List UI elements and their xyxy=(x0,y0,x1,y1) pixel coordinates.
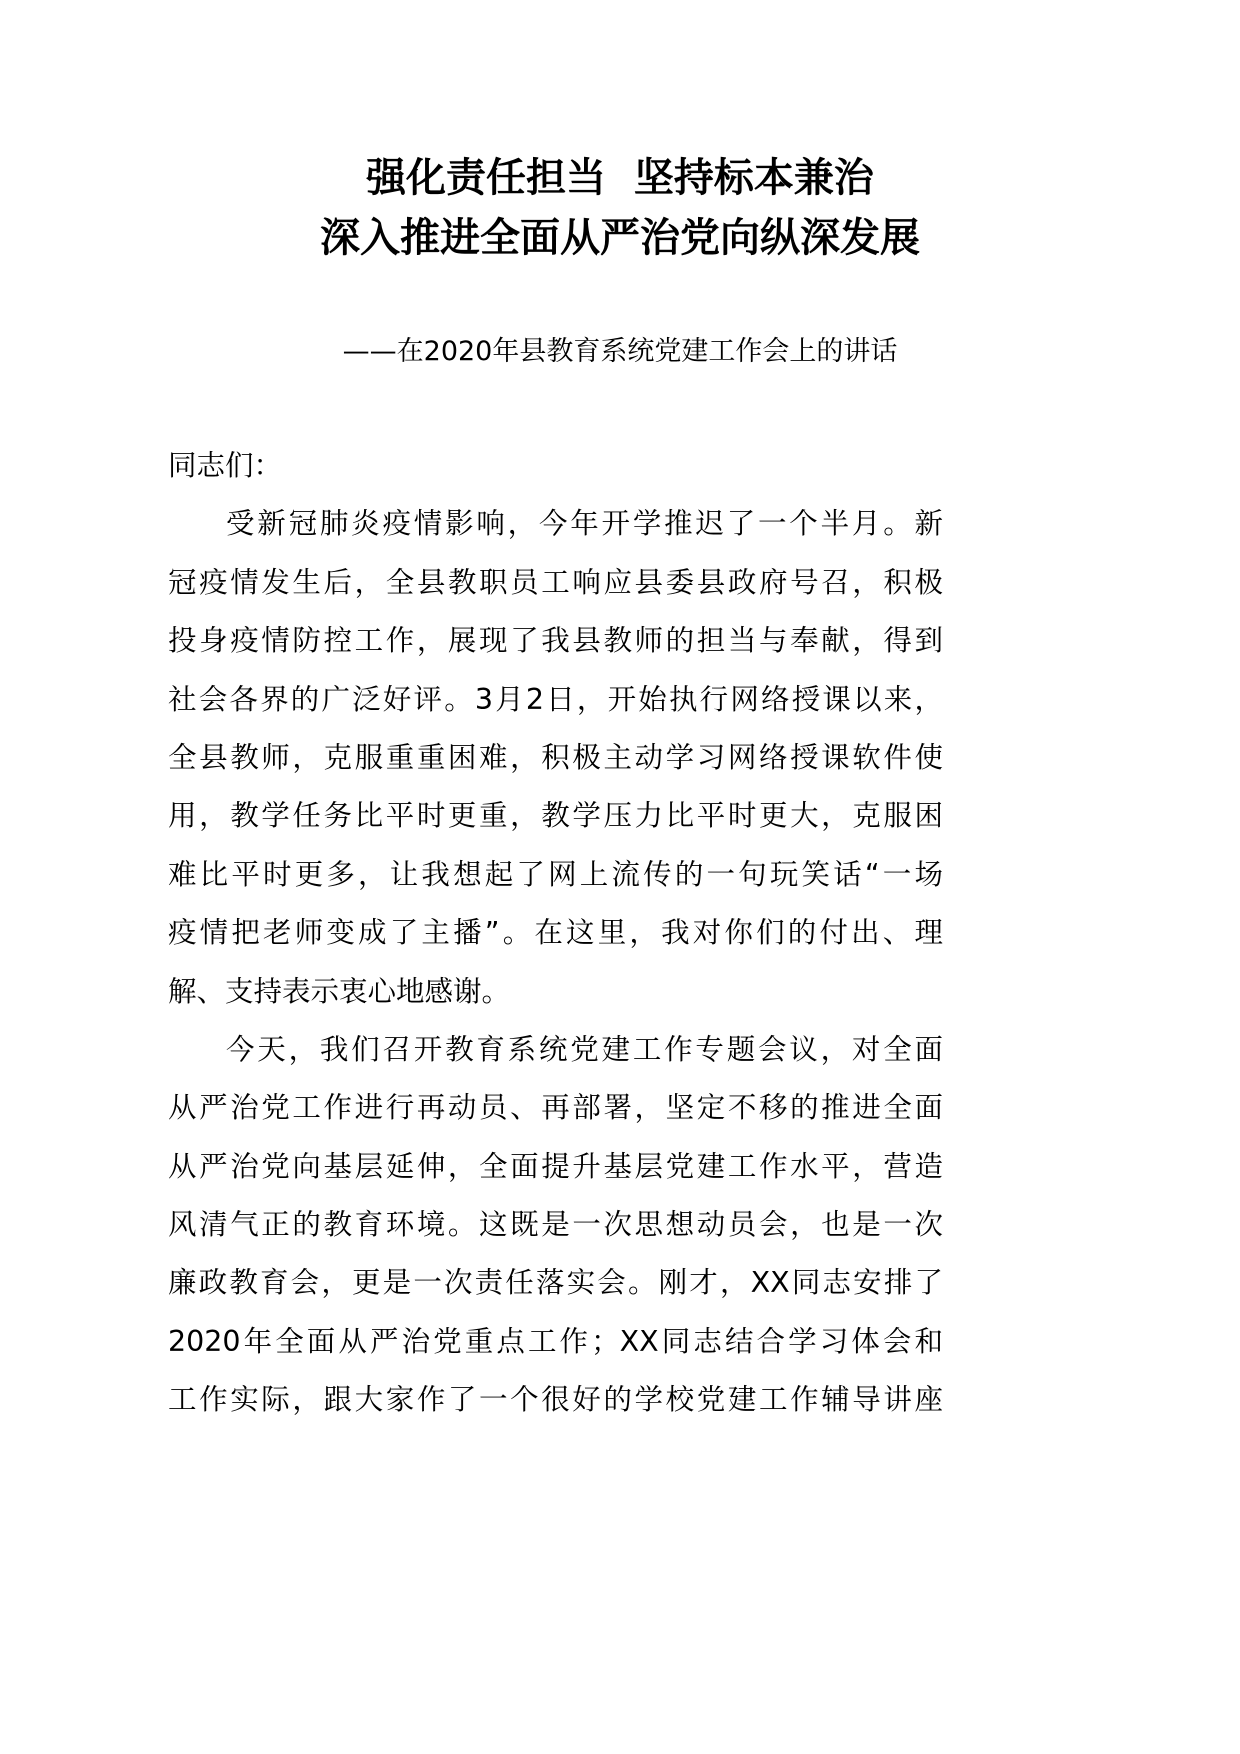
text-line: 冠疫情发生后，全县教职员工响应县委县政府号召，积极 xyxy=(168,565,943,599)
text-line: 社会各界的广泛好评。3月2日，开始执行网络授课以来， xyxy=(168,682,943,716)
text-line: 从严治党向基层延伸，全面提升基层党建工作水平，营造 xyxy=(168,1149,943,1183)
salutation: 同志们： xyxy=(168,449,283,482)
text-line: 全县教师，克服重重困难，积极主动学习网络授课软件使 xyxy=(168,740,943,774)
title-line-1: 强化责任担当 坚持标本兼治 xyxy=(366,155,874,201)
text-line: 风清气正的教育环境。这既是一次思想动员会，也是一次 xyxy=(168,1208,943,1242)
text-line: 疫情把老师变成了主播”。在这里，我对你们的付出、理 xyxy=(168,916,943,950)
title-line-2: 深入推进全面从严治党向纵深发展 xyxy=(320,215,920,261)
text-line: 受新冠肺炎疫情影响，今年开学推迟了一个半月。新 xyxy=(226,507,943,541)
subtitle: ——在2020年县教育系统党建工作会上的讲话 xyxy=(342,336,898,367)
paragraph-1 xyxy=(168,504,943,1030)
text-line: 廉政教育会，更是一次责任落实会。刚才，XX同志安排了 xyxy=(168,1266,943,1300)
text-line: 2020年全面从严治党重点工作；XX同志结合学习体会和 xyxy=(168,1324,943,1358)
text-line: 投身疫情防控工作，展现了我县教师的担当与奉献，得到 xyxy=(168,624,943,658)
document-body xyxy=(168,446,943,1439)
text-line: 从严治党工作进行再动员、再部署，坚定不移的推进全面 xyxy=(168,1091,943,1125)
text-line: 今天，我们召开教育系统党建工作专题会议，对全面 xyxy=(226,1032,943,1066)
paragraph-2 xyxy=(168,1030,943,1439)
text-line: 用，教学任务比平时更重，教学压力比平时更大，克服困 xyxy=(168,799,943,833)
text-line: 难比平时更多，让我想起了网上流传的一句玩笑话“一场 xyxy=(168,857,943,891)
text-line: 解、支持表示衷心地感谢。 xyxy=(168,974,511,1008)
text-line: 工作实际，跟大家作了一个很好的学校党建工作辅导讲座 xyxy=(168,1383,943,1417)
